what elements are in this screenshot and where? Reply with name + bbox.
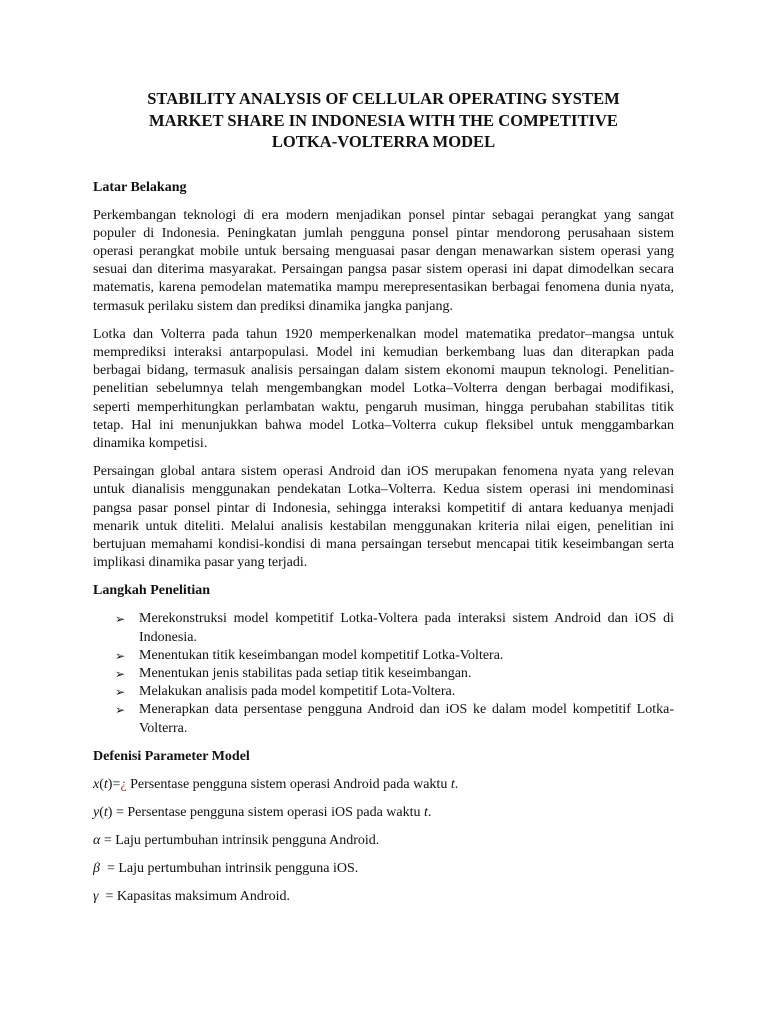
research-steps-heading: Langkah Penelitian [93,583,211,599]
background-paragraph-3: Persaingan global antara sistem operasi Android dan iOS merupakan fenomena nyata yang relevan untuk dianalisis menggunakan pendekatan Lotka–Volterra. Kedua sistem operasi ini mendominasi pangsa pasar ponsel pintar di Indonesia, sehingga interaksi kompetitif di antara keduanya menjadi menarik untuk diteliti. Melalui analisis kestabilan menggunakan kriteria nilai eigen, penelitian ini bertujuan memahami kondisi-kondisi di mana persaingan tersebut mencapai titik keseimbangan serta implikasi dinamika pasar yang terjadi. [93,464,674,571]
background-heading: Latar Belakang [93,179,187,195]
parameter-definition-gamma [93,888,674,906]
step-text: Menentukan jenis stabilitas pada setiap titik keseimbangan. [139,665,472,681]
arrow-bullet-icon: ➢ [115,666,126,681]
parameter-definition-beta [93,860,674,878]
parameter-variable: t [450,776,455,792]
arrow-bullet-icon: ➢ [115,612,126,627]
parameter-text: Persentase pengguna sistem operasi Android pada waktu [126,776,451,792]
background-paragraph-2: Lotka dan Volterra pada tahun 1920 memperkenalkan model matematika predator–mangsa untuk memprediksi interaksi antarpopulasi. Model ini kemudian berkembang luas dan diterapkan pada berbagai bidang, termasuk analisis persaingan dalam sistem ekonomi maupun teknologi. Penelitian-penelitian sebelumnya telah mengembangkan model Lotka–Volterra dengan berbagai modifikasi, seperti memperhitungkan perlambatan waktu, pengaruh musiman, hingga perubahan stabilitas titik tetap. Hal ini menunjukkan bahwa model Lotka–Volterra cukup fleksibel untuk menggambarkan dinamika kompetisi. [93,326,674,451]
step-text: Menerapkan data persentase pengguna Android dan iOS ke dalam model kompetitif Lotka-Volterra. [139,702,674,736]
title-line-1: STABILITY ANALYSIS OF CELLULAR OPERATING SYSTEM [147,89,620,108]
parameter-definition-alpha [93,832,674,850]
background-paragraph-1: Perkembangan teknologi di era modern menjadikan ponsel pintar sebagai perangkat yang sangat populer di Indonesia. Peningkatan jumlah pengguna ponsel pintar mendorong perusahaan sistem operasi perangkat mobile untuk bersaing menguasai pasar dengan menawarkan sistem operasi yang sesuai dan diterima masyarakat. Persaingan pangsa pasar sistem operasi ini dapat dimodelkan secara matematis, karena pemodelan matematika mampu merepresentasikan berbagai fenomena dunia nyata, termasuk perilaku sistem dan prediksi dinamika jangka panjang. [93,207,674,314]
parameter-text: = Laju pertumbuhan intrinsik pengguna iOS. [99,860,359,876]
parameter-end: . [454,776,459,792]
research-steps-section [93,582,674,737]
parameter-end: . [427,804,432,820]
parameters-heading: Defenisi Parameter Model [93,748,250,764]
parameter-definition-y [93,804,674,822]
parameter-variable: t [424,804,428,820]
title-line-3: LOTKA-VOLTERRA MODEL [271,132,496,151]
list-item [115,610,674,646]
parameter-text: = Kapasitas maksimum Android. [98,888,290,904]
parameters-section [93,748,674,906]
parameter-symbol: γ [93,888,99,904]
background-section [93,179,674,573]
arrow-bullet-icon: ➢ [115,685,126,700]
arrow-bullet-icon: ➢ [115,648,126,663]
parameter-symbol: y(t) [93,804,113,820]
parameter-symbol: α [93,832,101,848]
step-text: Melakukan analisis pada model kompetitif Lota-Voltera. [139,684,456,700]
paper-title [93,88,674,153]
parameter-symbol: x(t)=¿ [93,776,127,792]
parameter-symbol: β [93,860,100,876]
list-item [115,683,674,701]
title-line-2: MARKET SHARE IN INDONESIA WITH THE COMPETITIVE [149,110,618,130]
step-text: Menentukan titik keseimbangan model kompetitif Lotka-Voltera. [139,647,504,663]
parameter-text: = Laju pertumbuhan intrinsik pengguna Android. [100,832,380,848]
list-item [115,701,674,737]
step-text: Merekonstruksi model kompetitif Lotka-Voltera pada interaksi sistem Android dan iOS di Indonesia. [139,611,674,645]
parameter-text: = Persentase pengguna sistem operasi iOS pada waktu [112,804,425,820]
parameter-definition-x [93,776,674,794]
research-steps-list [93,610,674,737]
arrow-bullet-icon: ➢ [115,703,126,718]
list-item [115,665,674,683]
list-item [115,647,674,665]
